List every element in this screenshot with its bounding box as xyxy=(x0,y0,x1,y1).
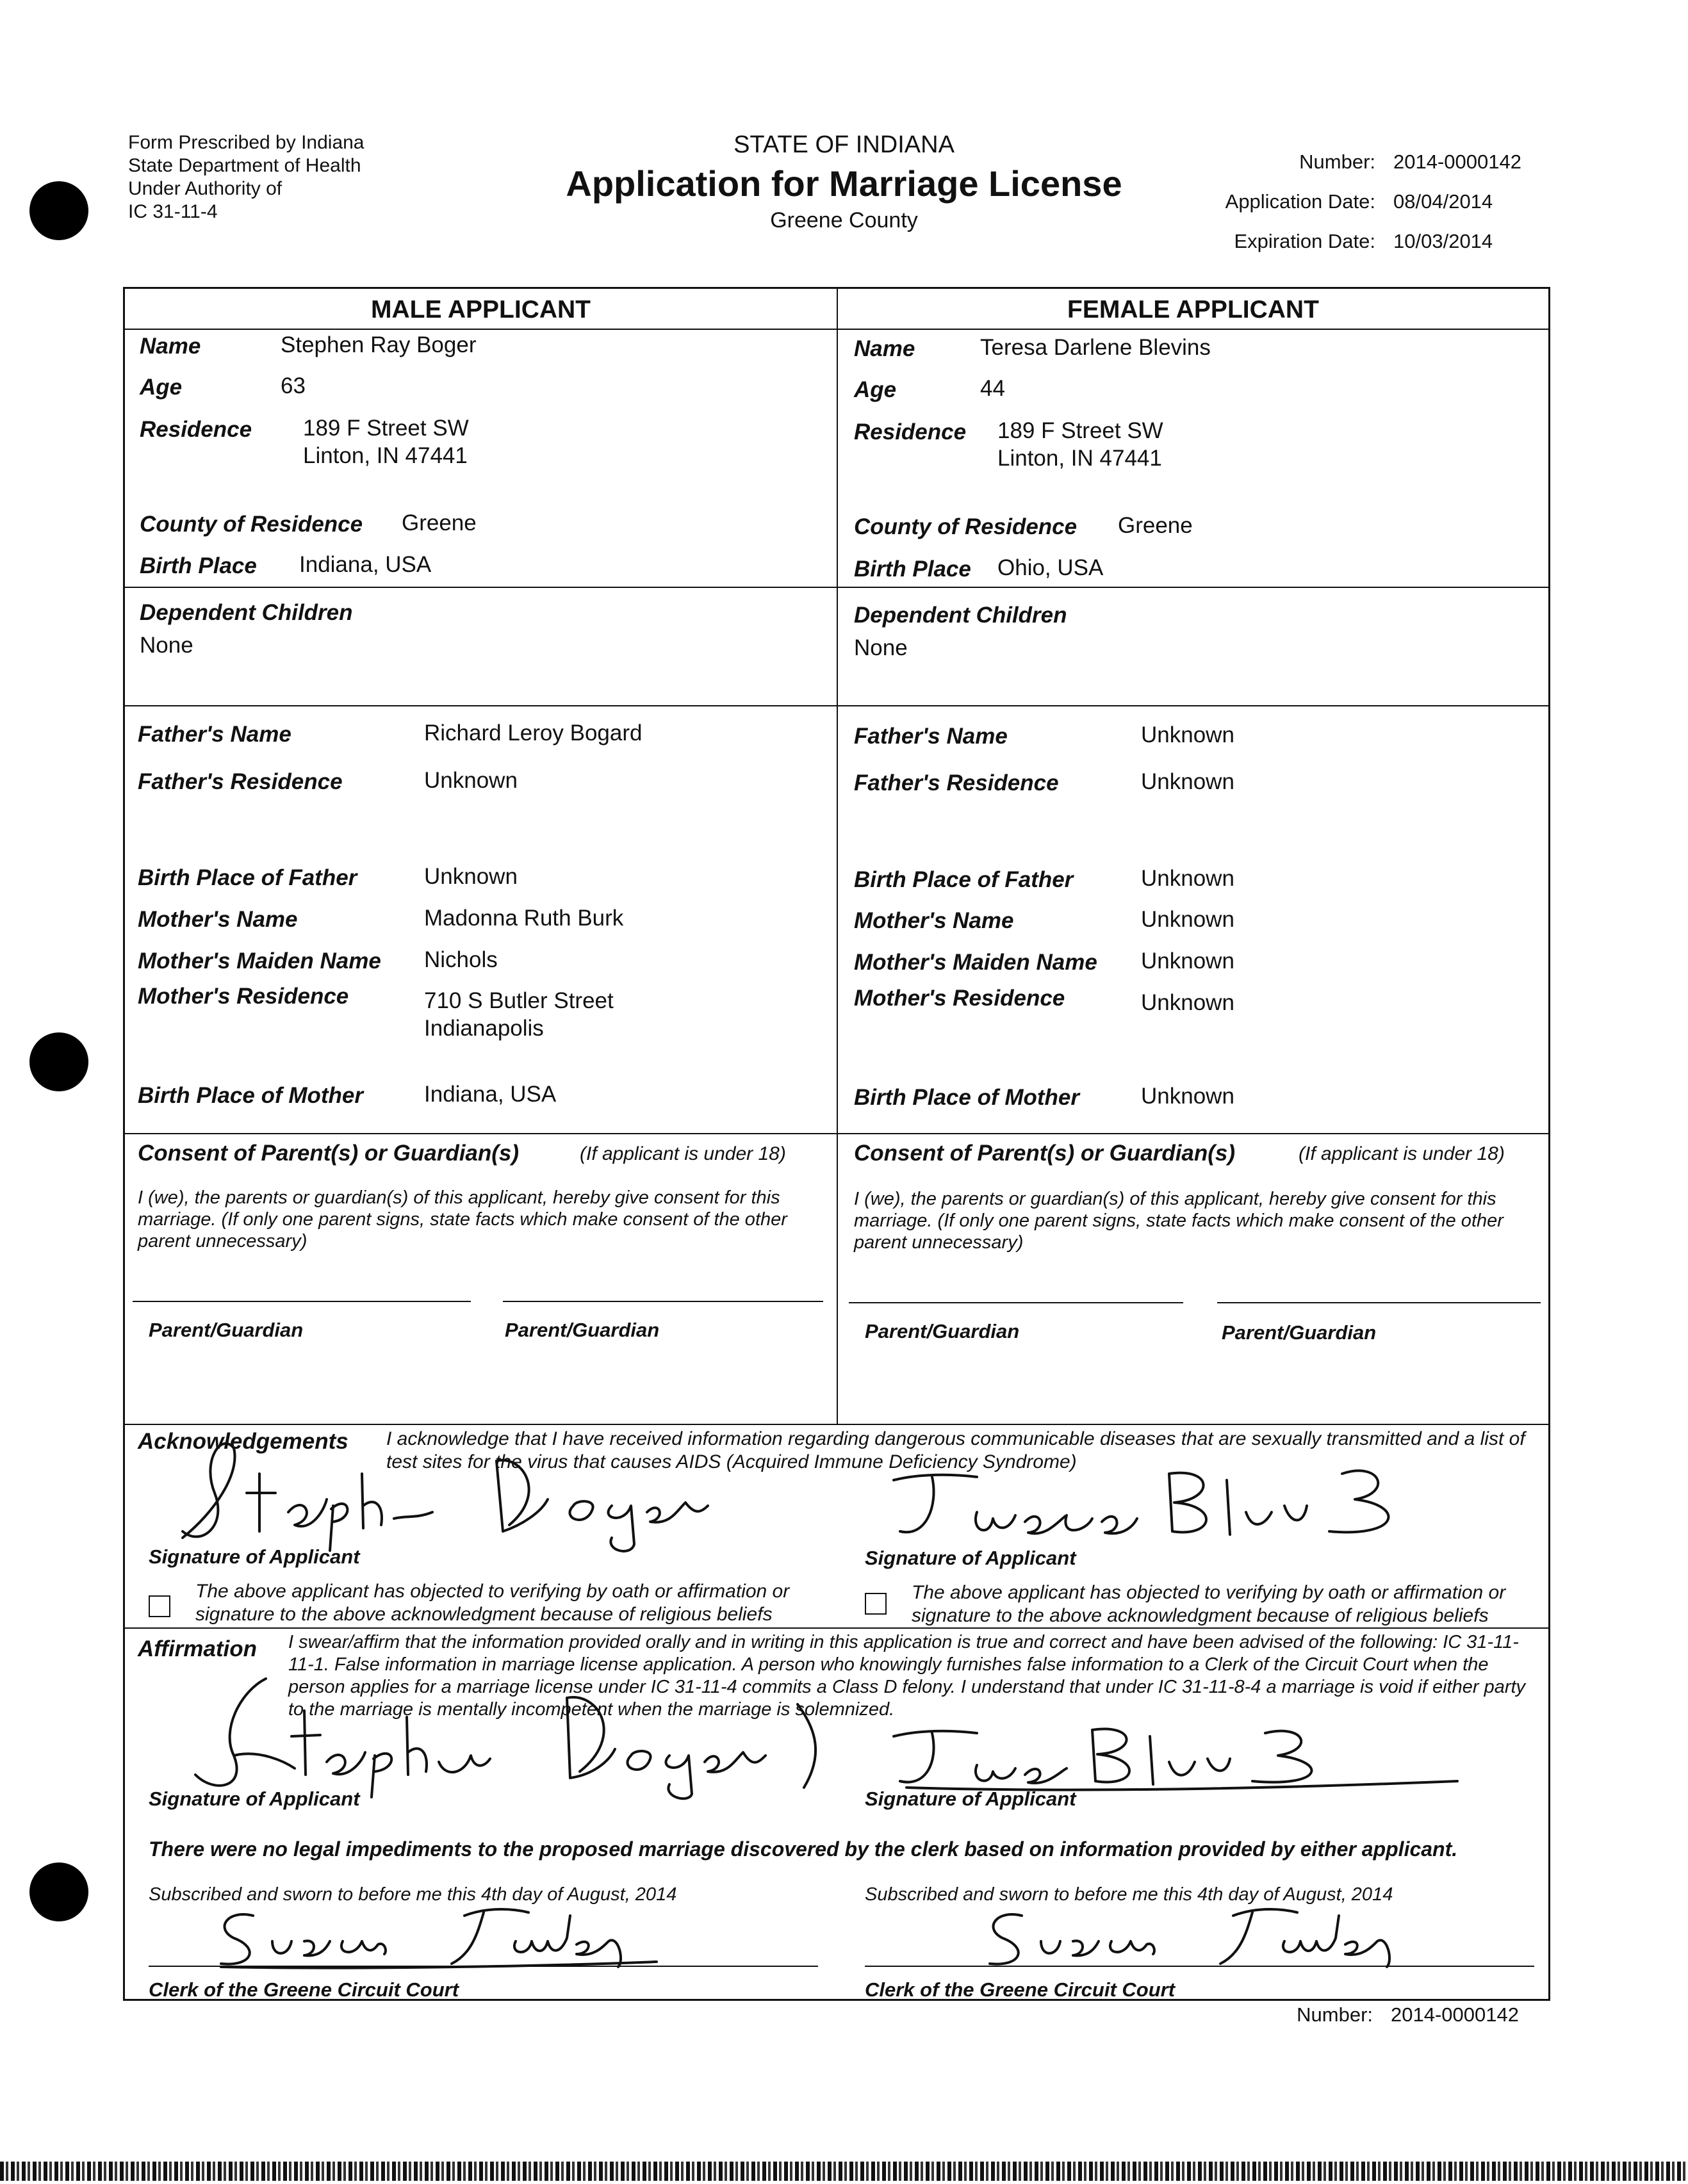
male-name-label: Name xyxy=(140,334,201,359)
female-parent-signature-line-1 xyxy=(849,1302,1183,1303)
male-affirmation-signature xyxy=(183,1666,874,1800)
acknowledgements-text: I acknowledge that I have received information regarding dangerous communicable diseases that are sexually transmitted and a list of test sites for the virus that causes AIDS (Acquired Immune Deficiency Syndrome) xyxy=(386,1428,1525,1472)
male-fathers-name-value: Richard Leroy Bogard xyxy=(424,721,643,746)
male-consent-title: Consent of Parent(s) or Guardian(s) xyxy=(138,1141,520,1166)
section-rule xyxy=(125,705,1548,706)
male-clerk-signature xyxy=(208,1903,669,1973)
male-applicant-heading: MALE APPLICANT xyxy=(370,296,591,323)
number-label: Number: xyxy=(1299,151,1376,173)
male-dependent-children-value: None xyxy=(140,633,193,658)
female-acknowledgement-signature xyxy=(881,1455,1509,1551)
female-religious-objection-text: The above applicant has objected to verifying by oath or affirmation or signature to the above acknowledgment because of religious beliefs xyxy=(912,1582,1506,1626)
female-ack-signature-label: Signature of Applicant xyxy=(865,1547,1076,1569)
prescribed-line: IC 31-11-4 xyxy=(128,201,218,222)
female-birth-place-father-value: Unknown xyxy=(1141,866,1234,891)
male-mothers-maiden-name-value: Nichols xyxy=(424,947,498,972)
male-residence-line1: 189 F Street SW xyxy=(303,416,469,441)
male-age-value: 63 xyxy=(281,373,306,398)
application-form xyxy=(123,287,1550,2001)
footer-number-value: 2014-0000142 xyxy=(1391,2003,1519,2026)
prescribed-line: Under Authority of xyxy=(128,178,283,199)
male-religious-objection-checkbox[interactable] xyxy=(149,1595,170,1617)
section-rule xyxy=(125,1424,1548,1425)
female-mothers-maiden-name-label: Mother's Maiden Name xyxy=(854,950,1097,975)
male-mothers-residence-label: Mother's Residence xyxy=(138,984,349,1009)
female-dependent-children-label: Dependent Children xyxy=(854,603,1067,628)
male-parent-signature-line-1 xyxy=(133,1301,471,1302)
female-mothers-name-value: Unknown xyxy=(1141,907,1234,932)
male-age-label: Age xyxy=(140,375,183,400)
male-fathers-name-label: Father's Name xyxy=(138,722,291,747)
female-residence-label: Residence xyxy=(854,420,967,444)
male-mothers-name-label: Mother's Name xyxy=(138,907,298,932)
male-sworn-statement: Subscribed and sworn to before me this 4th day of August, 2014 xyxy=(149,1884,677,1905)
acknowledgements-title: Acknowledgements xyxy=(138,1429,348,1454)
application-date-row xyxy=(1206,182,1521,222)
male-birth-place-mother-value: Indiana, USA xyxy=(424,1082,557,1107)
male-birth-place-father-label: Birth Place of Father xyxy=(138,865,357,890)
female-residence-line1: 189 F Street SW xyxy=(997,418,1163,443)
no-impediments-statement: There were no legal impediments to the proposed marriage discovered by the clerk based on information provided by either applicant. xyxy=(149,1838,1458,1861)
female-consent-text: I (we), the parents or guardian(s) of this applicant, hereby give consent for this marriage. (If only one parent signs, state facts which make consent of the other parent unnecessary) xyxy=(854,1189,1504,1253)
female-fathers-residence-label: Father's Residence xyxy=(854,770,1059,795)
male-fathers-residence-value: Unknown xyxy=(424,768,518,793)
female-birth-place-mother-label: Birth Place of Mother xyxy=(854,1085,1079,1110)
female-age-label: Age xyxy=(854,377,897,402)
male-residence-label: Residence xyxy=(140,417,252,442)
male-consent-note: (If applicant is under 18) xyxy=(580,1143,786,1164)
male-fathers-residence-label: Father's Residence xyxy=(138,769,343,794)
state-name: STATE OF INDIANA xyxy=(733,131,955,158)
male-name-value: Stephen Ray Boger xyxy=(281,332,477,357)
female-county-value: Greene xyxy=(1118,513,1193,538)
male-mothers-residence-line2: Indianapolis xyxy=(424,1016,544,1041)
female-fathers-name-value: Unknown xyxy=(1141,722,1234,747)
male-consent-text: I (we), the parents or guardian(s) of this applicant, hereby give consent for this marriage. (If only one parent signs, state facts which make consent of the other parent unnecessary) xyxy=(138,1187,787,1251)
female-religious-objection-checkbox[interactable] xyxy=(865,1593,887,1615)
female-mothers-residence-value: Unknown xyxy=(1141,990,1234,1015)
page-title: Application for Marriage License xyxy=(566,163,1122,204)
binder-hole-middle xyxy=(29,1032,88,1091)
female-birth-place-mother-value: Unknown xyxy=(1141,1084,1234,1109)
footer-number xyxy=(1297,2003,1519,2026)
male-acknowledgement-signature xyxy=(163,1435,804,1557)
column-divider xyxy=(837,289,838,1424)
male-affirmation-signature-label: Signature of Applicant xyxy=(149,1788,360,1810)
female-fathers-name-label: Father's Name xyxy=(854,724,1008,749)
section-rule xyxy=(125,1133,1548,1134)
female-affirmation-signature-label: Signature of Applicant xyxy=(865,1788,1076,1810)
footer-number-label: Number: xyxy=(1297,2003,1373,2026)
number-value: 2014-0000142 xyxy=(1393,151,1521,173)
county-name: Greene County xyxy=(770,208,918,232)
female-name-value: Teresa Darlene Blevins xyxy=(980,335,1211,360)
number-row xyxy=(1206,142,1521,182)
male-mothers-maiden-name-label: Mother's Maiden Name xyxy=(138,949,381,974)
male-ack-signature-label: Signature of Applicant xyxy=(149,1545,360,1568)
expiration-date-label: Expiration Date: xyxy=(1234,230,1376,252)
female-residence-line2: Linton, IN 47441 xyxy=(997,446,1162,471)
male-residence-line2: Linton, IN 47441 xyxy=(303,443,468,468)
female-birth-place-label: Birth Place xyxy=(854,557,971,582)
female-consent-title: Consent of Parent(s) or Guardian(s) xyxy=(854,1141,1236,1166)
female-mothers-name-label: Mother's Name xyxy=(854,908,1014,933)
expiration-date-value: 10/03/2014 xyxy=(1393,230,1493,252)
scan-edge-noise xyxy=(0,2162,1688,2181)
female-sworn-statement: Subscribed and sworn to before me this 4th day of August, 2014 xyxy=(865,1884,1393,1905)
male-mothers-name-value: Madonna Ruth Burk xyxy=(424,906,624,931)
affirmation-title: Affirmation xyxy=(138,1636,258,1661)
male-birth-place-label: Birth Place xyxy=(140,553,257,578)
section-rule xyxy=(125,587,1548,588)
female-mothers-maiden-name-value: Unknown xyxy=(1141,949,1234,974)
female-consent-note: (If applicant is under 18) xyxy=(1299,1143,1505,1164)
female-applicant-heading: FEMALE APPLICANT xyxy=(1067,296,1319,323)
male-county-value: Greene xyxy=(402,510,477,535)
male-birth-place-father-value: Unknown xyxy=(424,864,518,889)
form-meta xyxy=(1206,142,1521,261)
male-religious-objection-text: The above applicant has objected to verifying by oath or affirmation or signature to the above acknowledgment because of religious beliefs xyxy=(195,1581,790,1625)
female-birth-place-father-label: Birth Place of Father xyxy=(854,867,1074,892)
male-clerk-label: Clerk of the Greene Circuit Court xyxy=(149,1978,459,2001)
male-dependent-children-label: Dependent Children xyxy=(140,600,353,625)
male-parent-guardian-label-2: Parent/Guardian xyxy=(505,1319,660,1341)
female-birth-place-value: Ohio, USA xyxy=(997,555,1104,580)
female-parent-guardian-label-1: Parent/Guardian xyxy=(865,1320,1020,1342)
female-clerk-signature-line xyxy=(865,1966,1534,1967)
female-dependent-children-value: None xyxy=(854,635,908,660)
male-county-label: County of Residence xyxy=(140,512,363,537)
expiration-date-row xyxy=(1206,222,1521,261)
male-parent-signature-line-2 xyxy=(503,1301,823,1302)
female-parent-signature-line-2 xyxy=(1217,1302,1541,1303)
male-mothers-residence-line1: 710 S Butler Street xyxy=(424,988,614,1013)
female-mothers-residence-label: Mother's Residence xyxy=(854,986,1065,1011)
female-name-label: Name xyxy=(854,336,915,361)
female-county-label: County of Residence xyxy=(854,514,1078,539)
prescribed-line: State Department of Health xyxy=(128,155,361,176)
female-age-value: 44 xyxy=(980,376,1005,401)
prescribed-line: Form Prescribed by Indiana xyxy=(128,132,365,153)
female-parent-guardian-label-2: Parent/Guardian xyxy=(1222,1321,1377,1344)
female-clerk-signature xyxy=(977,1903,1438,1973)
male-clerk-signature-line xyxy=(149,1966,818,1967)
binder-hole-bottom xyxy=(29,1862,88,1921)
male-birth-place-mother-label: Birth Place of Mother xyxy=(138,1083,363,1108)
application-date-value: 08/04/2014 xyxy=(1393,190,1493,213)
male-birth-place-value: Indiana, USA xyxy=(299,552,432,577)
section-rule xyxy=(125,1627,1548,1629)
female-fathers-residence-value: Unknown xyxy=(1141,769,1234,794)
female-clerk-label: Clerk of the Greene Circuit Court xyxy=(865,1978,1176,2001)
application-date-label: Application Date: xyxy=(1225,190,1376,213)
affirmation-text: I swear/affirm that the information provided orally and in writing in this application is true and correct and have been advised of the following: IC 31-11-11-1. False information in marriage license application. A person who knowingly furnishes false information to a Clerk of the Circuit Court when the person applies for a marriage license under IC 31-11-4 commits a Class D felony. I understand that under IC 31-11-8-4 a marriage is void if either party to the marriage is mentally incompetent when the marriage is solemnized. xyxy=(288,1632,1526,1720)
male-parent-guardian-label-1: Parent/Guardian xyxy=(149,1319,304,1341)
